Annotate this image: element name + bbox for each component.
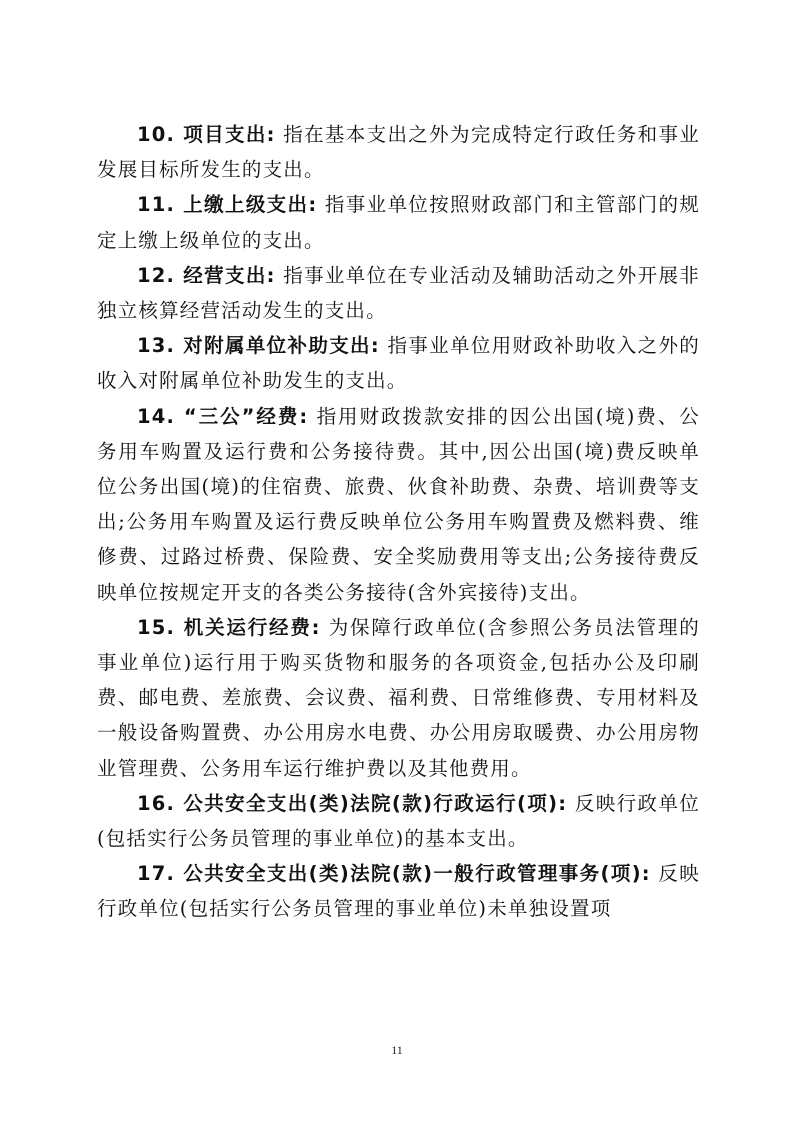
definition-text: 指用财政拨款安排的因公出国(境)费、公务用车购置及运行费和公务接待费。其中,因公出国(境)费反映单位公务出国(境)的住宿费、旅费、伙食补助费、杂费、培训费等支出;公务用车购置及运行费反映单位公务用车购置费及燃料费、维修费、过路过桥费、保险费、安全奖励费用等支出;公务接待费反映单位按规定开支的各类公务接待(含外宾接待)支出。 — [97, 404, 700, 604]
definition-term: 11. 上缴上级支出: — [137, 193, 318, 217]
definition-term: 14. “三公”经费: — [137, 404, 309, 428]
document-body — [97, 117, 700, 927]
definition-paragraph — [97, 786, 700, 856]
definition-term: 17. 公共安全支出(类)法院(款)一般行政管理事务(项): — [137, 862, 651, 886]
definition-term: 10. 项目支出: — [137, 123, 276, 146]
definition-text: 指事业单位按照财政部门和主管部门的规定上缴上级单位的支出。 — [97, 193, 700, 252]
definition-paragraph — [97, 399, 700, 610]
definition-paragraph — [97, 610, 700, 786]
definition-paragraph — [97, 328, 700, 398]
definition-text: 指在基本支出之外为完成特定行政任务和事业发展目标所发生的支出。 — [97, 123, 700, 182]
definition-text: 反映行政单位(包括实行公务员管理的事业单位)的基本支出。 — [97, 791, 700, 851]
definition-paragraph — [97, 187, 700, 257]
definition-paragraph — [97, 117, 700, 187]
definition-text: 指事业单位在专业活动及辅助活动之外开展非独立核算经营活动发生的支出。 — [97, 263, 700, 323]
definition-term: 16. 公共安全支出(类)法院(款)行政运行(项): — [137, 791, 568, 815]
page-number: 11 — [391, 1043, 403, 1057]
definition-text: 指事业单位用财政补助收入之外的收入对附属单位补助发生的支出。 — [97, 334, 700, 393]
definition-text: 反映行政单位(包括实行公务员管理的事业单位)未单独设置项 — [97, 862, 700, 921]
definition-term: 12. 经营支出: — [137, 263, 276, 287]
definition-term: 15. 机关运行经费: — [137, 615, 321, 639]
definition-paragraph — [97, 856, 700, 926]
definition-paragraph — [97, 258, 700, 328]
definition-term: 13. 对附属单位补助支出: — [137, 334, 380, 358]
definition-text: 为保障行政单位(含参照公务员法管理的事业单位)运行用于购买货物和服务的各项资金,包括办公及印刷费、邮电费、差旅费、会议费、福利费、日常维修费、专用材料及一般设备购置费、办公用房水电费、办公用房取暖费、办公用房物业管理费、公务用车运行维护费以及其他费用。 — [97, 615, 700, 780]
